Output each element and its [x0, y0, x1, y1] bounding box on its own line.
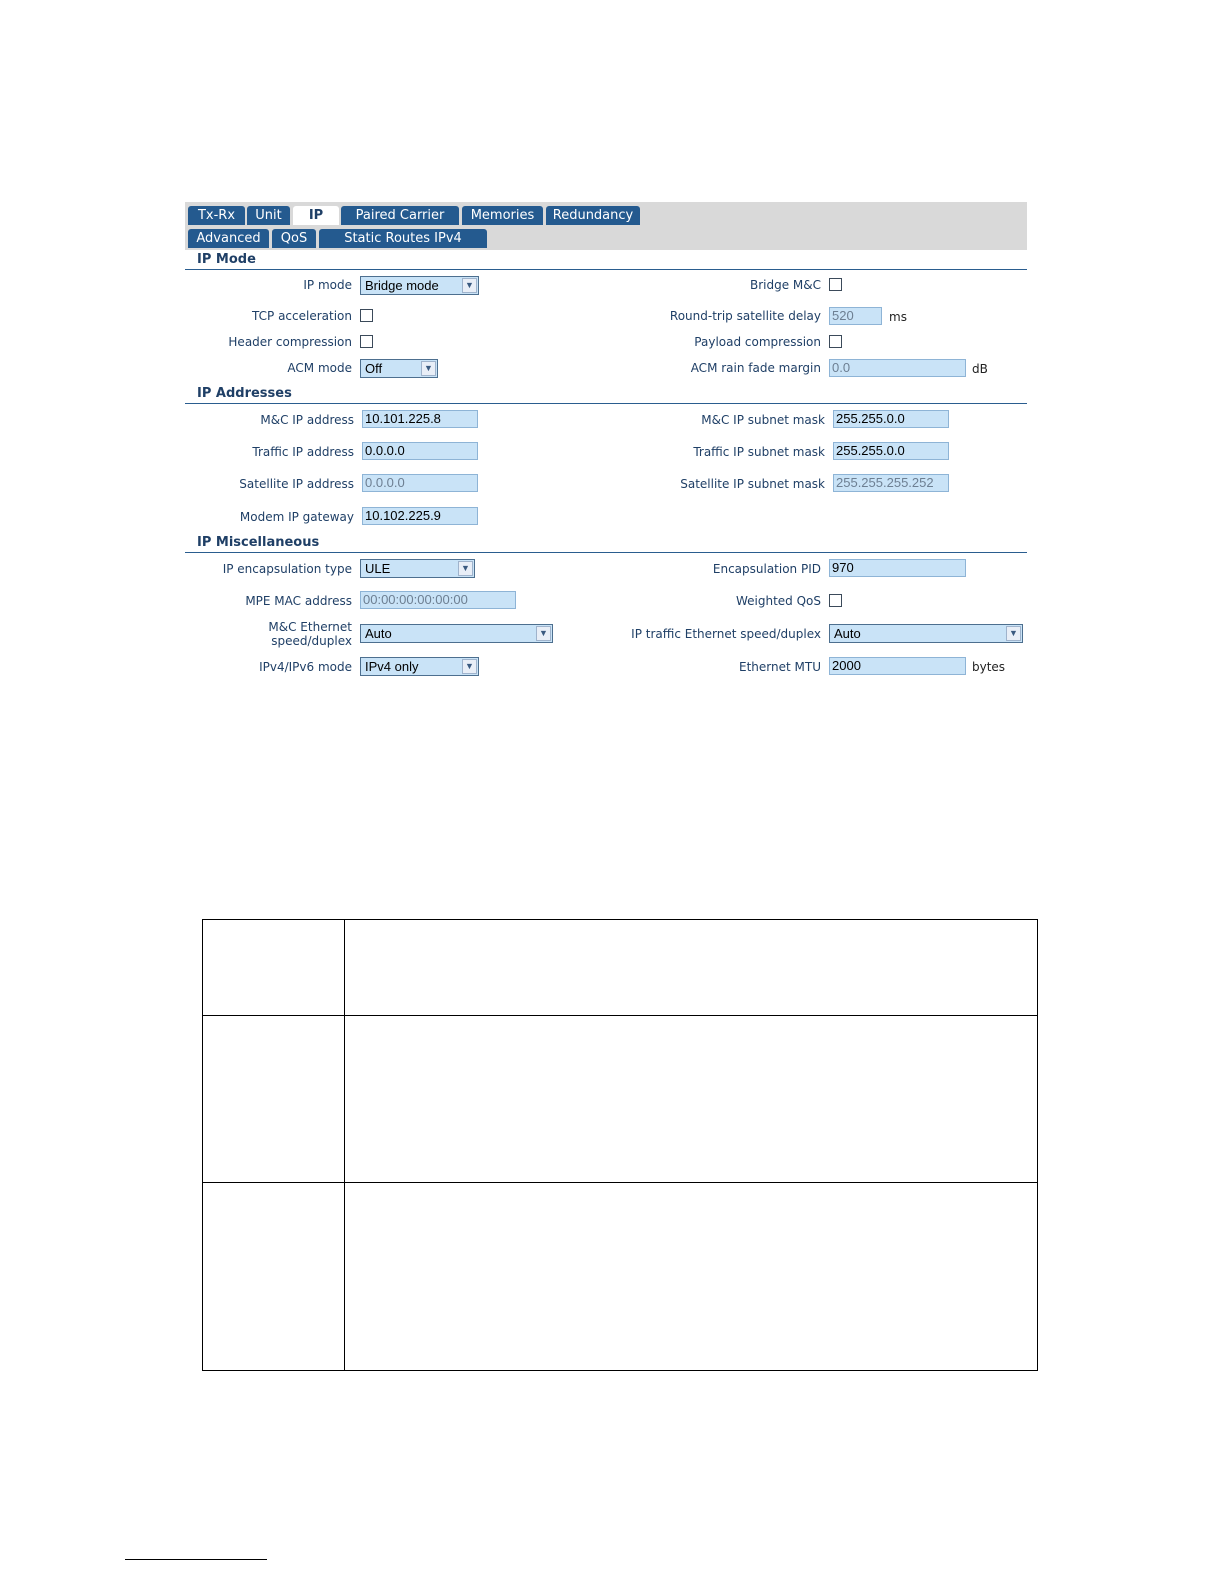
traffic-ethernet-label: IP traffic Ethernet speed/duplex [631, 627, 821, 641]
tab-qos[interactable]: QoS [272, 229, 316, 248]
tab-memories[interactable]: Memories [462, 206, 543, 225]
acm-margin-input[interactable]: 0.0 [829, 359, 966, 377]
table-cell [345, 920, 1038, 1016]
mc-mask-label: M&C IP subnet mask [701, 413, 825, 427]
ip-settings-panel [185, 202, 1027, 682]
bridge-mc-label: Bridge M&C [749, 278, 821, 292]
encap-pid-label: Encapsulation PID [712, 562, 821, 576]
encap-type-select[interactable] [360, 559, 475, 578]
acm-margin-unit: dB [972, 362, 988, 376]
table-cell [203, 1016, 345, 1182]
table-row [203, 1016, 1038, 1182]
mtu-unit: bytes [972, 660, 1006, 674]
tab-unit[interactable]: Unit [247, 206, 290, 225]
rtt-delay-label: Round-trip satellite delay [669, 309, 821, 323]
chevron-down-icon: ▼ [462, 659, 477, 674]
section-ip-addresses [185, 386, 1027, 404]
gateway-label: Modem IP gateway [239, 510, 354, 524]
mc-ethernet-label-line2: speed/duplex [271, 634, 352, 648]
mc-ip-input[interactable]: 10.101.225.8 [362, 410, 478, 428]
tcp-acceleration-label: TCP acceleration [252, 309, 352, 323]
tab-tx-rx[interactable]: Tx-Rx [188, 206, 245, 225]
acm-margin-label: ACM rain fade margin [690, 361, 821, 375]
tab-ip[interactable]: IP [293, 206, 339, 225]
tab-static-routes-ipv4[interactable]: Static Routes IPv4 [319, 229, 487, 248]
mpe-mac-label: MPE MAC address [245, 594, 352, 608]
encap-type-value: ULE [365, 561, 391, 576]
weighted-qos-label: Weighted QoS [735, 594, 821, 608]
tcp-acceleration-checkbox[interactable] [360, 309, 373, 322]
mc-ethernet-label [268, 620, 352, 648]
section-title: IP Mode [197, 252, 256, 267]
traffic-mask-label: Traffic IP subnet mask [693, 445, 825, 459]
ip-mode-label: IP mode [303, 278, 352, 292]
gateway-input[interactable]: 10.102.225.9 [362, 507, 478, 525]
chevron-down-icon: ▼ [421, 361, 436, 376]
traffic-ip-label: Traffic IP address [252, 445, 354, 459]
ipv-mode-label: IPv4/IPv6 mode [259, 660, 352, 674]
section-ip-miscellaneous [185, 535, 1027, 553]
traffic-mask-input[interactable]: 255.255.0.0 [833, 442, 949, 460]
table-cell [345, 1016, 1038, 1182]
header-compression-label: Header compression [228, 335, 352, 349]
section-title: IP Miscellaneous [197, 535, 320, 550]
weighted-qos-checkbox[interactable] [829, 594, 842, 607]
payload-compression-checkbox[interactable] [829, 335, 842, 348]
acm-mode-select[interactable] [360, 359, 438, 378]
mc-ethernet-label-line1: M&C Ethernet [268, 620, 352, 634]
payload-compression-label: Payload compression [694, 335, 821, 349]
mpe-mac-input[interactable]: 00:00:00:00:00:00 [360, 591, 516, 609]
encap-type-label: IP encapsulation type [222, 562, 352, 576]
bridge-mc-checkbox[interactable] [829, 278, 842, 291]
description-table [202, 919, 1038, 1371]
satellite-ip-input[interactable]: 0.0.0.0 [362, 474, 478, 492]
footnote-separator [125, 1559, 267, 1560]
satellite-ip-label: Satellite IP address [239, 477, 354, 491]
ip-mode-select[interactable] [360, 276, 479, 295]
tab-bar [185, 202, 1027, 250]
table-cell [203, 1182, 345, 1370]
tab-paired-carrier[interactable]: Paired Carrier [341, 206, 459, 225]
table-cell [203, 920, 345, 1016]
chevron-down-icon: ▼ [536, 626, 551, 641]
traffic-ip-input[interactable]: 0.0.0.0 [362, 442, 478, 460]
chevron-down-icon: ▼ [462, 278, 477, 293]
table-row [203, 1182, 1038, 1370]
satellite-mask-input[interactable]: 255.255.255.252 [833, 474, 949, 492]
mc-ethernet-select[interactable] [360, 624, 553, 643]
mtu-input[interactable]: 2000 [829, 657, 966, 675]
mtu-label: Ethernet MTU [739, 660, 821, 674]
ipv-mode-value: IPv4 only [365, 659, 419, 674]
traffic-ethernet-value: Auto [834, 626, 861, 641]
chevron-down-icon: ▼ [1006, 626, 1021, 641]
tab-advanced[interactable]: Advanced [188, 229, 269, 248]
tab-redundancy[interactable]: Redundancy [546, 206, 640, 225]
chevron-down-icon: ▼ [458, 561, 473, 576]
ip-mode-value: Bridge mode [365, 278, 439, 293]
mc-ip-label: M&C IP address [260, 413, 354, 427]
mc-ethernet-value: Auto [365, 626, 392, 641]
table-cell [345, 1182, 1038, 1370]
acm-mode-label: ACM mode [287, 361, 352, 375]
traffic-ethernet-select[interactable] [829, 624, 1023, 643]
rtt-delay-input[interactable]: 520 [829, 307, 882, 325]
acm-mode-value: Off [365, 361, 383, 376]
ipv-mode-select[interactable] [360, 657, 479, 676]
rtt-delay-unit: ms [889, 310, 907, 324]
table-row [203, 920, 1038, 1016]
header-compression-checkbox[interactable] [360, 335, 373, 348]
satellite-mask-label: Satellite IP subnet mask [680, 477, 825, 491]
section-title: IP Addresses [197, 386, 292, 401]
mc-mask-input[interactable]: 255.255.0.0 [833, 410, 949, 428]
section-ip-mode [185, 252, 1027, 270]
encap-pid-input[interactable]: 970 [829, 559, 966, 577]
